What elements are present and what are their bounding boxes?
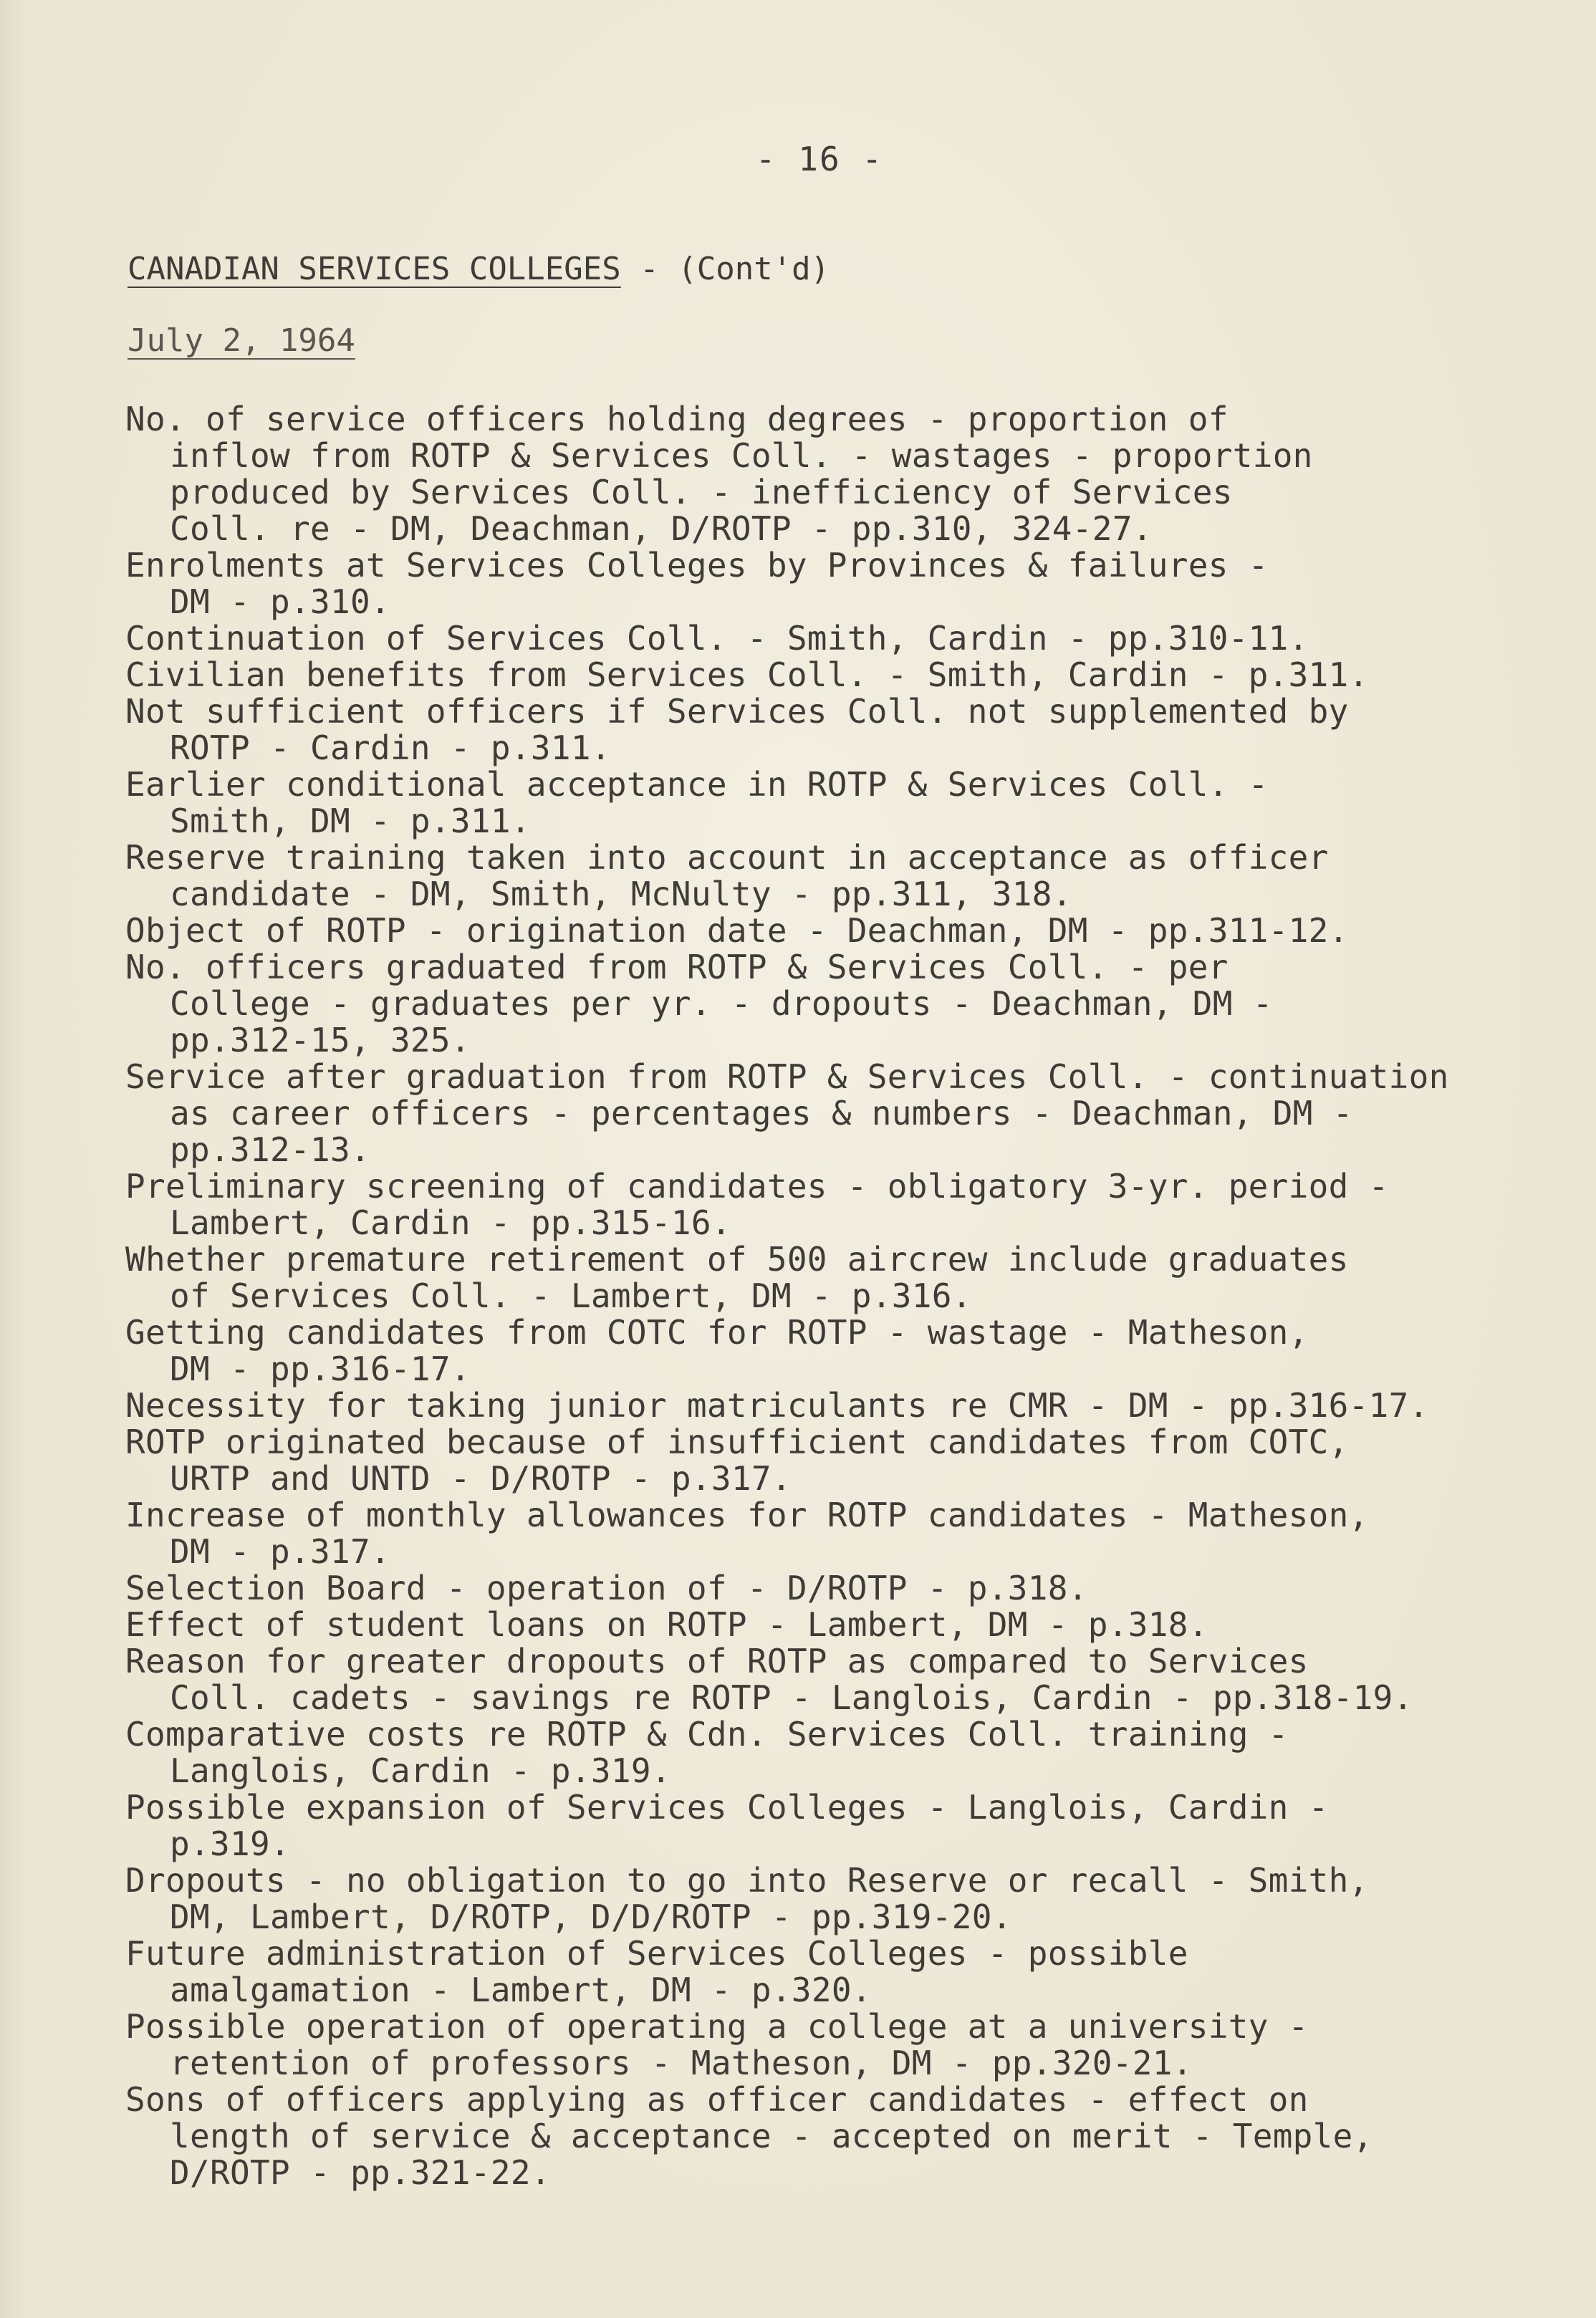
entry-first-line: Dropouts - no obligation to go into Reserve or recall - Smith, (125, 1861, 1369, 1900)
entry-first-line: Preliminary screening of candidates - obligatory 3-yr. period - (125, 1167, 1389, 1206)
index-entry (125, 1314, 1565, 1388)
entry-first-line: Possible expansion of Services Colleges - Langlois, Cardin - (125, 1788, 1329, 1827)
index-entry (125, 657, 1565, 693)
index-entry (125, 1059, 1565, 1168)
section-heading (128, 251, 830, 287)
entry-continuation-line: length of service & acceptance - accepted on merit - Temple, (170, 2117, 1373, 2155)
index-entry (125, 1424, 1565, 1497)
index-entry (125, 2082, 1565, 2191)
entry-first-line: Increase of monthly allowances for ROTP candidates - Matheson, (125, 1496, 1369, 1534)
entry-continuation-line: DM - p.317. (170, 1532, 390, 1571)
entry-continuation-line: of Services Coll. - Lambert, DM - p.316. (170, 1276, 972, 1315)
entry-continuation-line: inflow from ROTP & Services Coll. - wastages - proportion (170, 436, 1313, 475)
index-entry (125, 1570, 1565, 1607)
entry-first-line: Effect of student loans on ROTP - Lambert, DM - p.318. (125, 1605, 1208, 1644)
index-entry (125, 401, 1565, 547)
index-entry (125, 949, 1565, 1059)
entry-continuation-line: DM, Lambert, D/ROTP, D/D/ROTP - pp.319-20. (170, 1898, 1012, 1936)
index-entry (125, 2009, 1565, 2082)
entry-first-line: Not sufficient officers if Services Coll. not supplemented by (125, 692, 1349, 731)
entry-continuation-line: p.319. (170, 1824, 290, 1863)
entry-first-line: Reserve training taken into account in acceptance as officer (125, 838, 1329, 877)
entry-continuation-line: amalgamation - Lambert, DM - p.320. (170, 1971, 872, 2009)
entry-continuation-line: DM - pp.316-17. (170, 1350, 471, 1388)
entry-first-line: Service after graduation from ROTP & Services Coll. - continuation (125, 1057, 1449, 1096)
entry-first-line: Possible operation of operating a college at a university - (125, 2007, 1309, 2046)
entry-continuation-line: Coll. cadets - savings re ROTP - Langlois, Cardin - pp.318-19. (170, 1678, 1413, 1717)
entry-continuation-line: as career officers - percentages & numbers - Deachman, DM - (170, 1094, 1353, 1132)
entry-first-line: No. of service officers holding degrees - proportion of (125, 400, 1229, 438)
entry-continuation-line: pp.312-15, 325. (170, 1021, 471, 1059)
section-title: CANADIAN SERVICES COLLEGES (128, 251, 621, 287)
index-entry (125, 1168, 1565, 1241)
entry-first-line: Enrolments at Services Colleges by Provinces & failures - (125, 546, 1269, 585)
entry-continuation-line: candidate - DM, Smith, McNulty - pp.311, 318. (170, 875, 1072, 913)
entry-first-line: Earlier conditional acceptance in ROTP & Services Coll. - (125, 765, 1269, 804)
entry-first-line: ROTP originated because of insufficient candidates from COTC, (125, 1423, 1349, 1461)
section-title-suffix: - (Cont'd) (620, 251, 830, 287)
index-entry (125, 620, 1565, 657)
entry-continuation-line: Langlois, Cardin - p.319. (170, 1751, 671, 1790)
entry-first-line: Sons of officers applying as officer candidates - effect on (125, 2080, 1309, 2119)
entry-first-line: Whether premature retirement of 500 aircrew include graduates (125, 1240, 1349, 1279)
entry-first-line: Comparative costs re ROTP & Cdn. Services Coll. training - (125, 1715, 1289, 1754)
index-entry (125, 1241, 1565, 1314)
index-entry (125, 1607, 1565, 1643)
index-entry (125, 1497, 1565, 1570)
entry-continuation-line: pp.312-13. (170, 1130, 370, 1169)
entry-continuation-line: URTP and UNTD - D/ROTP - p.317. (170, 1459, 792, 1498)
index-entry (125, 1789, 1565, 1862)
session-date: July 2, 1964 (128, 322, 355, 359)
entry-first-line: No. officers graduated from ROTP & Services Coll. - per (125, 948, 1229, 986)
entry-continuation-line: ROTP - Cardin - p.311. (170, 728, 611, 767)
index-entry (125, 1716, 1565, 1789)
entry-continuation-line: College - graduates per yr. - dropouts - Deachman, DM - (170, 984, 1273, 1023)
entry-first-line: Continuation of Services Coll. - Smith, Cardin - pp.310-11. (125, 619, 1309, 658)
index-entry (125, 1643, 1565, 1716)
index-entry (125, 693, 1565, 766)
entry-first-line: Selection Board - operation of - D/ROTP - p.318. (125, 1569, 1088, 1607)
entry-continuation-line: DM - p.310. (170, 582, 390, 621)
index-entry (125, 547, 1565, 620)
page-number: - 16 - (755, 140, 884, 178)
entry-continuation-line: produced by Services Coll. - inefficiency of Services (170, 473, 1233, 511)
index-entry (125, 913, 1565, 949)
entry-continuation-line: retention of professors - Matheson, DM - pp.320-21. (170, 2044, 1193, 2082)
index-entry (125, 840, 1565, 913)
index-entries (125, 401, 1565, 2191)
index-entry (125, 1388, 1565, 1424)
index-entry (125, 766, 1565, 840)
entry-continuation-line: Coll. re - DM, Deachman, D/ROTP - pp.310, 324-27. (170, 509, 1153, 548)
entry-continuation-line: Lambert, Cardin - pp.315-16. (170, 1203, 731, 1242)
entry-first-line: Future administration of Services Colleges - possible (125, 1934, 1188, 1973)
index-entry (125, 1862, 1565, 1935)
entry-first-line: Getting candidates from COTC for ROTP - wastage - Matheson, (125, 1313, 1309, 1352)
entry-first-line: Object of ROTP - origination date - Deachman, DM - pp.311-12. (125, 911, 1349, 950)
entry-first-line: Civilian benefits from Services Coll. - Smith, Cardin - p.311. (125, 655, 1369, 694)
entry-continuation-line: Smith, DM - p.311. (170, 802, 531, 840)
entry-first-line: Reason for greater dropouts of ROTP as compared to Services (125, 1642, 1309, 1680)
entry-continuation-line: D/ROTP - pp.321-22. (170, 2153, 551, 2192)
entry-first-line: Necessity for taking junior matriculants re CMR - DM - pp.316-17. (125, 1386, 1429, 1425)
index-entry (125, 1935, 1565, 2009)
